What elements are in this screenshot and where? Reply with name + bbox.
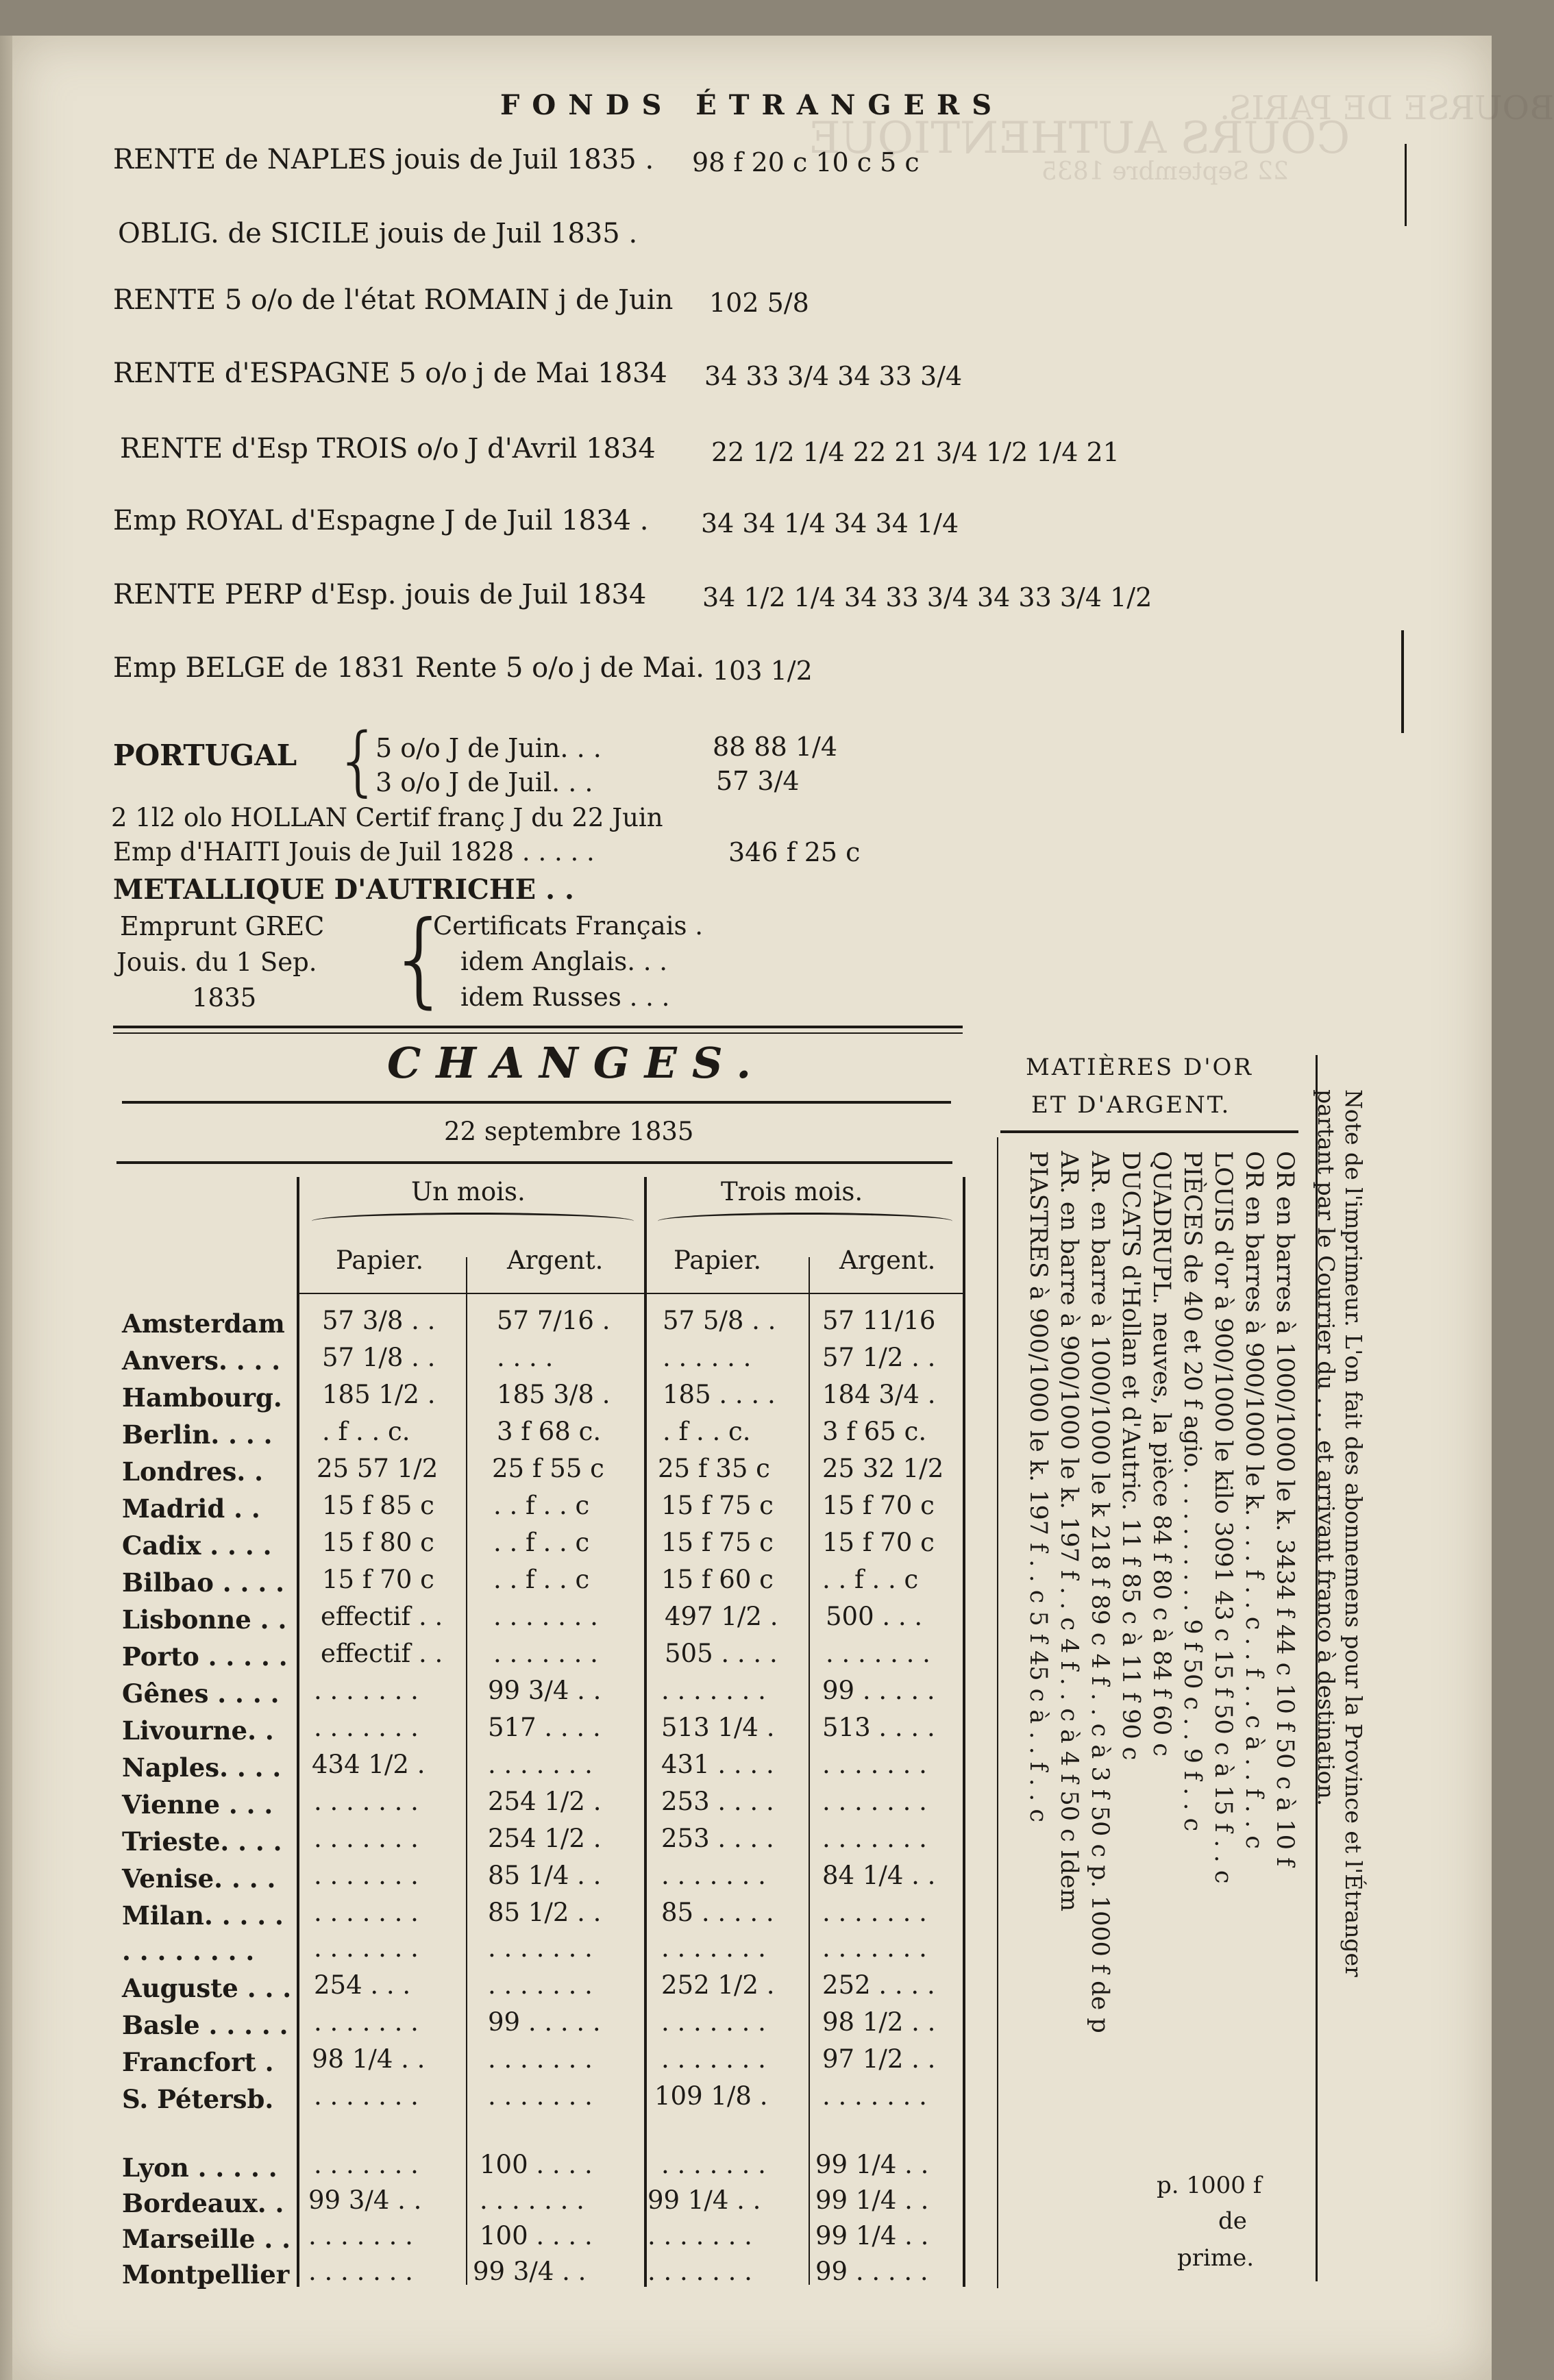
divider [116, 1161, 952, 1164]
city-name: Bordeaux. . [122, 2188, 284, 2218]
fonds-row-label: Emp BELGE de 1831 Rente 5 o/o j de Mai. [113, 652, 704, 684]
rate-cell: . . . . . . . [314, 1861, 419, 1890]
rate-cell: . . . . . . . [493, 1639, 598, 1668]
fonds-row-label: RENTE de NAPLES jouis de Juil 1835 . [113, 144, 654, 175]
rate-cell: . . . . . . . [314, 1933, 419, 1963]
rate-cell: . . . . . . . [488, 1970, 593, 2000]
bleed-through-text: 22 Septembre 1835 [1041, 158, 1289, 186]
header-un-mois: Un mois. [411, 1177, 526, 1206]
rate-cell: . . . . . . . [648, 2221, 752, 2251]
rate-cell: 99 3/4 . . [308, 2185, 422, 2215]
brace-icon [312, 1213, 634, 1230]
prime-note: p. 1000 f [1157, 2172, 1262, 2199]
divider [298, 1293, 963, 1294]
matieres-line: QUADRUPL. neuves, la pièce 84 f 80 c à 84 f 60 c [1148, 1151, 1175, 1757]
rate-cell: 517 . . . . [488, 1713, 601, 1742]
bleed-through-text: BOURSE DE PARIS. [1220, 89, 1554, 127]
rate-cell: 98 1/4 . . [312, 2044, 426, 2074]
portugal-line-label: 3 o/o J de Juil. . . [375, 767, 593, 797]
rate-cell: 25 32 1/2 [822, 1454, 944, 1483]
matieres-title: ET D'ARGENT. [1031, 1091, 1231, 1119]
rate-cell: 513 1/4 . [661, 1713, 775, 1742]
rate-cell: 57 1/8 . . [322, 1343, 436, 1372]
rate-cell: . . . . . . . [661, 2007, 766, 2037]
margin-mark [1405, 144, 1407, 226]
rate-cell: . f . . c. [663, 1417, 751, 1446]
city-name: Londres. . [122, 1456, 263, 1487]
column-rule [809, 1257, 810, 2285]
city-name: Marseille . . [122, 2224, 291, 2254]
grec-item: idem Russes . . . [460, 982, 670, 1012]
city-name: . . . . . . . . [122, 1936, 255, 1966]
city-name: Hambourg. [122, 1383, 282, 1413]
fonds-row-label: Emp ROYAL d'Espagne J de Juil 1834 . [113, 505, 649, 536]
rate-cell: . . . . . . . [661, 2044, 766, 2074]
rate-cell: 99 1/4 . . [815, 2150, 929, 2179]
changes-date: 22 septembre 1835 [444, 1117, 694, 1146]
fonds-row-label: RENTE PERP d'Esp. jouis de Juil 1834 [113, 579, 647, 610]
prime-note: de [1218, 2207, 1247, 2235]
brace-icon [658, 1213, 952, 1230]
grec-item: idem Anglais. . . [460, 947, 668, 976]
rate-cell: 25 57 1/2 [317, 1454, 439, 1483]
rate-cell: 15 f 70 c [822, 1528, 935, 1557]
margin-mark [1401, 630, 1404, 733]
rate-cell: 185 . . . . [663, 1380, 776, 1409]
rate-cell: 254 1/2 . [488, 1824, 602, 1853]
matieres-line: PIÈCES de 40 et 20 f agio. . . . . . . . . . 9 f 50 c . . 9 f . . c [1179, 1151, 1206, 1832]
rate-cell: . f . . c. [322, 1417, 410, 1446]
rate-cell: 184 3/4 . [822, 1380, 936, 1409]
column-rule [997, 1137, 998, 2288]
rate-cell: 3 f 65 c. [822, 1417, 927, 1446]
city-name: Livourne. . [122, 1715, 274, 1746]
rate-cell: 98 1/2 . . [822, 2007, 936, 2037]
rate-cell: . . . . . . . [314, 1676, 419, 1705]
rate-cell: . . . . . . . [314, 2007, 419, 2037]
rate-cell: 254 1/2 . [488, 1787, 602, 1816]
rate-cell: . . . . . . . [314, 1898, 419, 1927]
rate-cell: 57 1/2 . . [822, 1343, 936, 1372]
rate-cell: . . . . . . . [822, 1787, 927, 1816]
rate-cell: . . . . . . . [314, 2150, 419, 2179]
matieres-line: OR en barres à 900/1000 le k. . . . f . . c . . f . . c à . . f . . c [1240, 1151, 1268, 1849]
divider [1000, 1130, 1298, 1133]
grec-label: Jouis. du 1 Sep. [116, 947, 317, 977]
city-name: Trieste. . . . [122, 1826, 282, 1857]
rate-cell: 253 . . . . [661, 1824, 774, 1853]
rate-cell: 100 . . . . [480, 2221, 593, 2251]
fonds-row-value: 34 1/2 1/4 34 33 3/4 34 33 3/4 1/2 [702, 582, 1152, 612]
rate-cell: effectif . . [321, 1639, 443, 1668]
portugal-line-value: 57 3/4 [716, 766, 800, 796]
prime-note: prime. [1177, 2244, 1255, 2272]
rate-cell: 99 . . . . . [822, 1676, 935, 1705]
rate-cell: . . . . . . . [488, 2044, 593, 2074]
section-title-changes: CHANGES. [387, 1038, 767, 1088]
rate-cell: 57 5/8 . . [663, 1306, 776, 1335]
rate-cell: 3 f 68 c. [497, 1417, 602, 1446]
rate-cell: . . . . . . . [480, 2185, 584, 2215]
rate-cell: 85 1/2 . . [488, 1898, 602, 1927]
rate-cell: 84 1/4 . . [822, 1861, 936, 1890]
city-name: S. Pétersb. [122, 2084, 274, 2114]
rate-cell: 15 f 70 c [322, 1565, 434, 1594]
city-name: Francfort . [122, 2047, 274, 2077]
rate-cell: 99 3/4 . . [488, 1676, 602, 1705]
rate-cell: 431 . . . . [661, 1750, 774, 1779]
rate-cell: . . . . . . . [661, 1933, 766, 1963]
city-name: Basle . . . . . [122, 2010, 288, 2040]
rate-cell: 57 7/16 . [497, 1306, 610, 1335]
header-argent: Argent. [507, 1245, 604, 1275]
matieres-line: AR. en barre à 900/1000 le k. 197 f . . c 4 f . . c à 4 f 50 c Idem [1055, 1151, 1083, 1912]
rate-cell: 254 . . . [314, 1970, 411, 2000]
rate-cell: 97 1/2 . . [822, 2044, 936, 2074]
rate-cell: . . . . . . . [314, 1787, 419, 1816]
matieres-line: PIASTRES à 900/1000 le k. 197 f . . c 5 f 45 c à . . f . . c [1024, 1151, 1052, 1823]
section-title-fonds: FONDS ÉTRANGERS [500, 89, 1004, 121]
rate-cell: . . . . . . . [314, 2081, 419, 2111]
rate-cell: 15 f 85 c [322, 1491, 434, 1520]
rate-cell: 185 3/8 . [497, 1380, 610, 1409]
rate-cell: 100 . . . . [480, 2150, 593, 2179]
fonds-row-value: 98 f 20 c 10 c 5 c [692, 147, 920, 177]
rate-cell: . . . . . . . [661, 2150, 766, 2179]
city-name: Naples. . . . [122, 1752, 282, 1783]
header-trois-mois: Trois mois. [721, 1177, 863, 1206]
rate-cell: . . . . . . . [822, 2081, 927, 2111]
fonds-row-value: 103 1/2 [713, 656, 813, 686]
margin-note: Note de l'imprimeur. L'on fait des abonnemens pour la Province et l'Étranger [1340, 1089, 1367, 1977]
rate-cell: 15 f 75 c [661, 1491, 774, 1520]
city-name: Venise. . . . [122, 1863, 276, 1894]
fonds-row-label: RENTE 5 o/o de l'état ROMAIN j de Juin [113, 284, 674, 316]
rate-cell: . . . . . . . [661, 1676, 766, 1705]
rate-cell: 434 1/2 . [312, 1750, 426, 1779]
city-name: Montpellier [122, 2259, 290, 2290]
city-name: Lyon . . . . . [122, 2153, 278, 2183]
rate-cell: 497 1/2 . [665, 1602, 778, 1631]
grec-label: Emprunt GREC [120, 911, 325, 941]
rate-cell: 57 11/16 [822, 1306, 936, 1335]
bleed-through-text: COURS AUTHENTIQUE [809, 113, 1350, 164]
portugal-line-value: 88 88 1/4 [713, 732, 838, 762]
rate-cell: . . . . . . . [648, 2257, 752, 2286]
portugal-label: PORTUGAL [113, 739, 297, 772]
divider [113, 1032, 963, 1034]
rate-cell: . . . . . . . [314, 1713, 419, 1742]
rate-cell: 85 1/4 . . [488, 1861, 602, 1890]
rate-cell: . . . . . . [663, 1343, 752, 1372]
rate-cell: 99 3/4 . . [473, 2257, 587, 2286]
hollan-row: 2 1l2 olo HOLLAN Certif franç J du 22 Juin [111, 803, 663, 832]
rate-cell: 25 f 55 c [492, 1454, 604, 1483]
header-argent: Argent. [839, 1245, 936, 1275]
city-name: Lisbonne . . [122, 1604, 287, 1635]
fonds-row-value: 22 1/2 1/4 22 21 3/4 1/2 1/4 21 [711, 437, 1120, 467]
rate-cell: 253 . . . . [661, 1787, 774, 1816]
divider [122, 1101, 951, 1104]
fonds-row-value: 34 34 1/4 34 34 1/4 [701, 508, 959, 538]
fonds-row-label: RENTE d'Esp TROIS o/o J d'Avril 1834 [120, 433, 656, 464]
brace-icon: { [334, 717, 382, 804]
fonds-row-value: 102 5/8 [709, 288, 809, 318]
city-name: Vienne . . . [122, 1789, 273, 1820]
column-rule [644, 1177, 647, 2287]
rate-cell: . . . . . . . [822, 1898, 927, 1927]
fonds-row-label: RENTE d'ESPAGNE 5 o/o j de Mai 1834 [113, 358, 667, 389]
rate-cell: . . f . . c [822, 1565, 919, 1594]
rate-cell: . . . . . . . [308, 2257, 413, 2286]
rate-cell: 99 . . . . . [488, 2007, 601, 2037]
rate-cell: . . . . . . . [822, 1750, 927, 1779]
matieres-line: DUCATS d'Hollan et d'Autric. 11 f 85 c à 11 f 90 c [1117, 1151, 1144, 1761]
matieres-line: LOUIS d'or à 900/1000 le kilo 3091 43 c 15 f 50 c à 15 f . . c [1209, 1151, 1237, 1884]
rate-cell: 15 f 70 c [822, 1491, 935, 1520]
rate-cell: . . . . . . . [488, 1933, 593, 1963]
column-rule [297, 1177, 299, 2287]
rate-cell: . . . . . . . [826, 1639, 930, 1668]
rate-cell: 15 f 75 c [661, 1528, 774, 1557]
rate-cell: . . f . . c [493, 1491, 590, 1520]
rate-cell: 252 . . . . [822, 1970, 935, 2000]
city-name: Gênes . . . . [122, 1678, 280, 1709]
matieres-line: AR. en barre à 1000/1000 le k 218 f 89 c 4 f . . c à 3 f 50 c p. 1000 f de p [1086, 1151, 1113, 2033]
header-papier: Papier. [674, 1245, 762, 1275]
rate-cell: . . . . . . . [308, 2221, 413, 2251]
rate-cell: 99 1/4 . . [815, 2221, 929, 2251]
city-name: Amsterdam [122, 1309, 285, 1339]
rate-cell: 15 f 80 c [322, 1528, 434, 1557]
city-name: Madrid . . [122, 1493, 260, 1524]
city-name: Auguste . . . [122, 1973, 292, 2003]
rate-cell: . . . . . . . [488, 2081, 593, 2111]
city-name: Milan. . . . . [122, 1900, 284, 1931]
rate-cell: . . . . [497, 1343, 554, 1372]
rate-cell: 85 . . . . . [661, 1898, 774, 1927]
rate-cell: . . . . . . . [822, 1824, 927, 1853]
fonds-row-label: OBLIG. de SICILE jouis de Juil 1835 . [118, 218, 638, 249]
rate-cell: 99 . . . . . [815, 2257, 928, 2286]
rate-cell: 57 3/8 . . [322, 1306, 436, 1335]
margin-note: partant par le Courrier du . . . et arrivant franco à destination. [1313, 1089, 1340, 1807]
rate-cell: 185 1/2 . [322, 1380, 436, 1409]
rate-cell: . . f . . c [493, 1528, 590, 1557]
rate-cell: 25 f 35 c [658, 1454, 770, 1483]
rate-cell: . . . . . . . [661, 1861, 766, 1890]
city-name: Anvers. . . . [122, 1346, 281, 1376]
matieres-title: MATIÈRES D'OR [1026, 1054, 1254, 1081]
metallique-row: METALLIQUE D'AUTRICHE . . [113, 873, 574, 906]
rate-cell: . . f . . c [493, 1565, 590, 1594]
header-papier: Papier. [336, 1245, 424, 1275]
column-rule [466, 1257, 467, 2285]
city-name: Cadix . . . . [122, 1530, 272, 1561]
rate-cell: 252 1/2 . [661, 1970, 775, 2000]
grec-item: Certificats Français . [433, 911, 704, 941]
grec-label: 1835 [192, 983, 257, 1013]
city-name: Bilbao . . . . [122, 1567, 284, 1598]
column-rule [963, 1177, 965, 2287]
rate-cell: . . . . . . . [822, 1933, 927, 1963]
haiti-row-label: Emp d'HAITI Jouis de Juil 1828 . . . . . [113, 837, 595, 867]
rate-cell: 99 1/4 . . [815, 2185, 929, 2215]
rate-cell: 109 1/8 . [654, 2081, 768, 2111]
rate-cell: 505 . . . . [665, 1639, 778, 1668]
rate-cell: . . . . . . . [488, 1750, 593, 1779]
rate-cell: 513 . . . . [822, 1713, 935, 1742]
brace-icon: { [387, 900, 453, 1019]
portugal-line-label: 5 o/o J de Juin. . . [375, 733, 602, 763]
rate-cell: 15 f 60 c [661, 1565, 774, 1594]
city-name: Porto . . . . . [122, 1641, 288, 1672]
rate-cell: . . . . . . . [493, 1602, 598, 1631]
haiti-row-value: 346 f 25 c [728, 837, 861, 867]
fonds-row-value: 34 33 3/4 34 33 3/4 [704, 361, 963, 391]
rate-cell: 99 1/4 . . [648, 2185, 761, 2215]
city-name: Berlin. . . . [122, 1420, 273, 1450]
rate-cell: . . . . . . . [314, 1824, 419, 1853]
rate-cell: effectif . . [321, 1602, 443, 1631]
divider [113, 1026, 963, 1028]
matieres-line: OR en barres à 1000/1000 le k. 3434 f 44 c 10 f 50 c à 10 f [1271, 1151, 1298, 1867]
rate-cell: 500 . . . [826, 1602, 923, 1631]
